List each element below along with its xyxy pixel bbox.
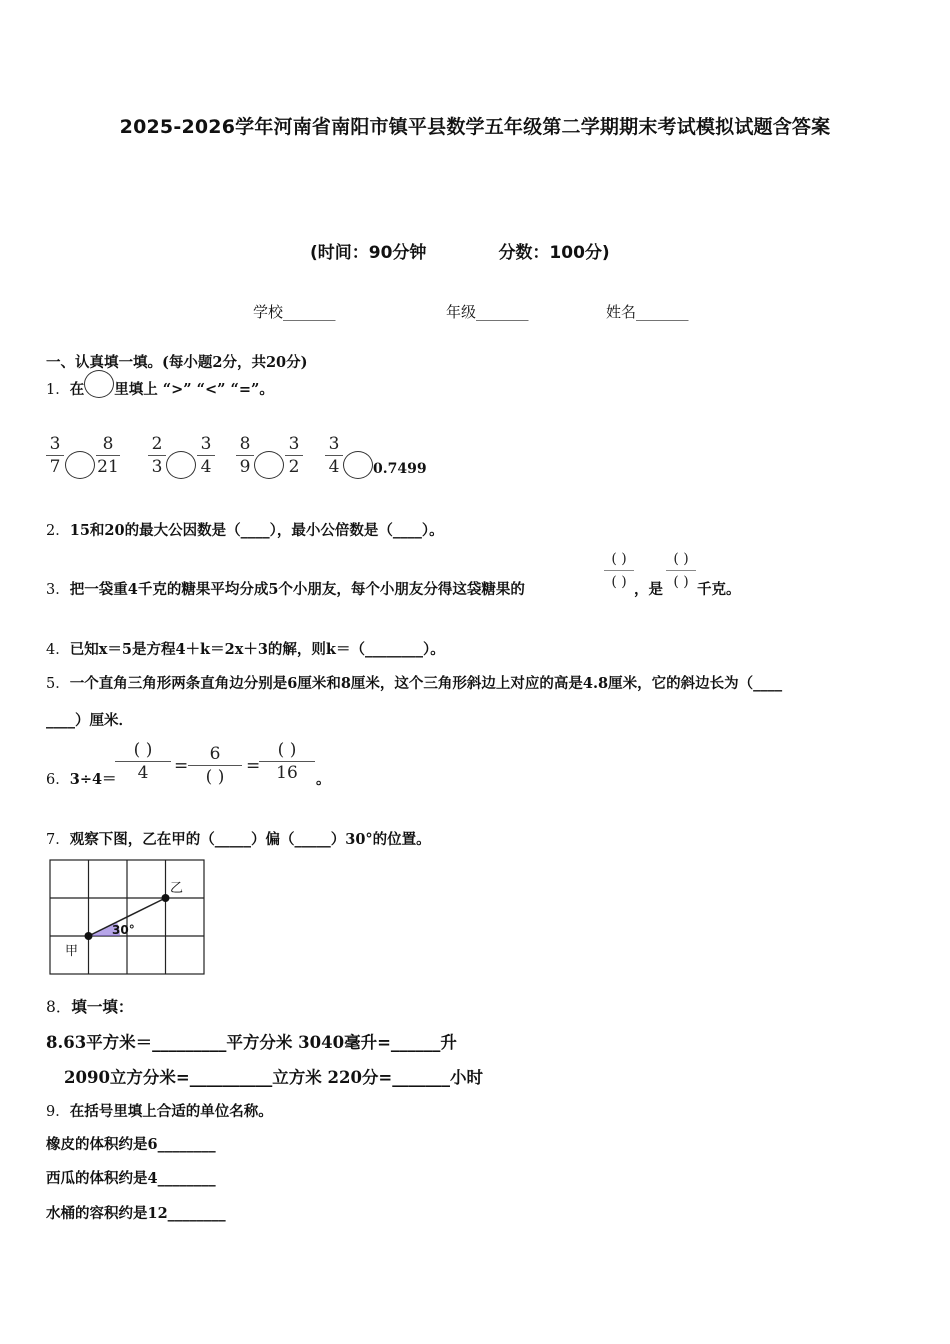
q4-number: 4． [46, 642, 70, 658]
comparison-circle[interactable] [84, 370, 114, 398]
grade-field[interactable]: 年级_______ [446, 303, 529, 321]
q6-lead: 3÷4＝ [69, 771, 117, 788]
fraction: 3 2 [285, 434, 303, 477]
page-title: 2025-2026学年河南省南阳市镇平县数学五年级第二学期期末考试模拟试题含答案 [119, 116, 831, 138]
q9-item: 橡皮的体积约是6________ [46, 1136, 216, 1153]
q1-pre: 在 [69, 381, 85, 398]
q3-text-mid: ，是 [634, 581, 663, 598]
q9-number: 9． [46, 1104, 70, 1120]
q1-post: 里填上 “>” “<” “=”。 [114, 381, 274, 398]
fraction: 8 9 [236, 434, 254, 477]
question-7 [46, 828, 431, 849]
blank-fraction[interactable]: ( ) 16 [259, 740, 315, 783]
fraction: 3 4 [325, 434, 343, 477]
q4-text: 已知x＝5是方程4＋k＝2x＋3的解，则k＝（________）。 [69, 641, 445, 658]
fraction: 3 7 [46, 434, 64, 477]
q5-number: 5． [46, 676, 70, 692]
q5-line1: 一个直角三角形两条直角边分别是6厘米和8厘米，这个三角形斜边上对应的高是4.8厘米，它的斜边长为（____ [69, 675, 783, 692]
question-5 [46, 672, 782, 693]
q3-number: 3． [46, 582, 70, 598]
question-6 [46, 768, 117, 789]
question-2 [46, 519, 444, 540]
question-4 [46, 638, 445, 659]
name-field[interactable]: 姓名_______ [606, 303, 689, 321]
q6-end: 。 [316, 771, 331, 788]
question-3 [46, 578, 525, 599]
q3-text: 把一袋重4千克的糖果平均分成5个小朋友，每个小朋友分得这袋糖果的 [69, 581, 525, 598]
q7-number: 7． [46, 832, 70, 848]
question-8 [46, 995, 133, 1017]
q8-line2: 2090立方分米=__________立方米 220分=_______小时 [64, 1068, 484, 1087]
total-score: 分数：100分) [498, 243, 610, 263]
q2-text: 15和20的最大公因数是（____），最小公倍数是（____）。 [69, 522, 444, 539]
comparison-circle[interactable] [166, 451, 196, 479]
q2-number: 2． [46, 523, 70, 539]
time-limit: (时间：90分钟 [310, 243, 427, 263]
label-yi: 乙 [170, 881, 184, 896]
angle-label: 30° [112, 923, 135, 937]
q7-text: 观察下图，乙在甲的（_____）偏（_____）30°的位置。 [69, 831, 431, 848]
blank-fraction[interactable]: ( ) 4 [115, 740, 171, 783]
equals-sign: = [174, 756, 189, 776]
fraction: 8 21 [97, 434, 119, 477]
q9-item: 水桶的容积约是12________ [46, 1205, 226, 1222]
blank-fraction[interactable]: ( ) ( ) [666, 549, 696, 592]
comparison-circle[interactable] [343, 451, 373, 479]
q9-head: 在括号里填上合适的单位名称。 [69, 1103, 273, 1120]
fraction: 2 3 [148, 434, 166, 477]
school-field[interactable]: 学校_______ [253, 303, 336, 321]
q8-head: 填一填： [71, 997, 134, 1016]
decimal-value: 0.7499 [373, 461, 427, 477]
q8-number: 8． [46, 998, 72, 1016]
q1-number: 1． [46, 382, 70, 398]
point-jia [85, 932, 93, 940]
q3-text-end: 千克。 [697, 581, 741, 598]
q5-line2: ____）厘米． [46, 712, 133, 729]
section-heading: 一、认真填一填。(每小题2分，共20分) [46, 354, 308, 371]
q8-line1: 8.63平方米＝_________平方分米 3040毫升=______升 [46, 1033, 457, 1052]
question-9 [46, 1100, 273, 1121]
equals-sign: = [246, 756, 261, 776]
comparison-circle[interactable] [65, 451, 95, 479]
q6-number: 6． [46, 772, 70, 788]
point-yi [162, 894, 170, 902]
direction-grid-figure [48, 858, 206, 976]
label-jia: 甲 [65, 944, 79, 959]
blank-fraction[interactable]: ( ) ( ) [604, 549, 634, 592]
question-1 [46, 376, 274, 404]
comparison-circle[interactable] [254, 451, 284, 479]
blank-fraction[interactable]: 6 ( ) [188, 744, 242, 787]
exam-meta [310, 238, 610, 263]
q9-item: 西瓜的体积约是4________ [46, 1170, 216, 1187]
fraction: 3 4 [197, 434, 215, 477]
